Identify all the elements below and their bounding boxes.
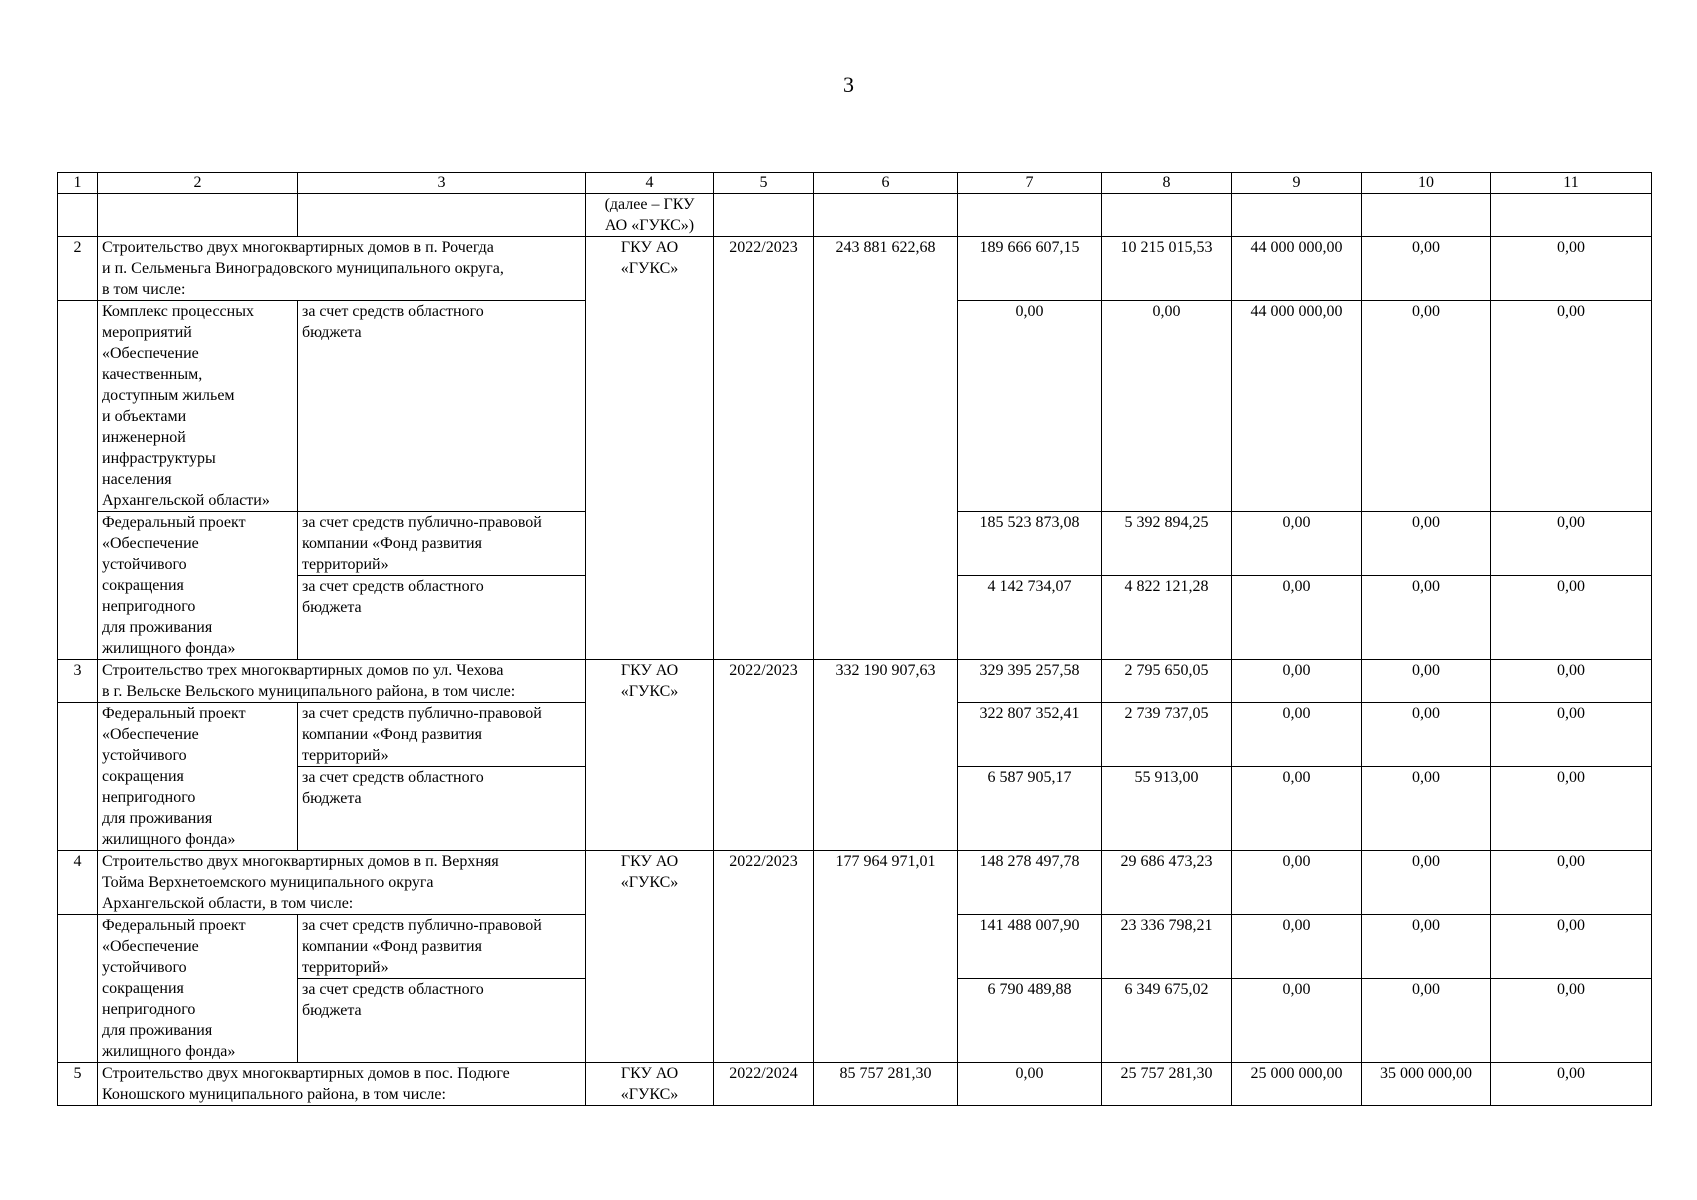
org-continuation-line: АО «ГУКС») — [604, 217, 695, 234]
amount-cell: 329 395 257,58 — [958, 660, 1102, 703]
executor-line: «ГУКС» — [620, 683, 679, 700]
project-name-line: «Обеспечение — [102, 938, 199, 955]
amount-cell: 25 757 281,30 — [1102, 1063, 1232, 1106]
period: 2022/2024 — [714, 1063, 814, 1106]
empty-cell — [814, 194, 958, 237]
object-title-line: Строительство трех многоквартирных домов по ул. Чехова — [102, 662, 504, 679]
empty-cell — [58, 703, 98, 851]
funding-source-line: за счет средств областного — [302, 769, 484, 786]
amount-cell: 0,00 — [1232, 576, 1362, 660]
header-cell: 5 — [714, 173, 814, 194]
header-cell: 10 — [1362, 173, 1491, 194]
funding-source — [298, 576, 586, 660]
amount-cell: 0,00 — [1232, 915, 1362, 979]
amount-cell: 35 000 000,00 — [1362, 1063, 1491, 1106]
project-name-line: «Обеспечение — [102, 535, 199, 552]
executor-line: ГКУ АО — [620, 853, 679, 870]
amount-cell: 185 523 873,08 — [958, 512, 1102, 576]
amount-cell: 5 392 894,25 — [1102, 512, 1232, 576]
executor-line: ГКУ АО — [620, 239, 679, 256]
executor-line: ГКУ АО — [620, 1065, 679, 1082]
object-title — [98, 1063, 586, 1106]
funding-source — [298, 512, 586, 576]
object-title — [98, 851, 586, 915]
executor — [586, 851, 714, 1063]
amount-cell: 0,00 — [1232, 660, 1362, 703]
header-cell: 3 — [298, 173, 586, 194]
amount-cell: 29 686 473,23 — [1102, 851, 1232, 915]
funding-source — [298, 301, 586, 512]
project-name-line: сокращения — [102, 577, 184, 594]
amount-cell: 0,00 — [1491, 512, 1652, 576]
project-name-line: Федеральный проект — [102, 705, 246, 722]
object-title-line: и п. Сельменьга Виноградовского муниципального округа, — [102, 260, 504, 277]
amount-cell: 0,00 — [1491, 301, 1652, 512]
amount-cell: 44 000 000,00 — [1232, 237, 1362, 301]
amount-cell: 0,00 — [1232, 979, 1362, 1063]
funding-source-line: бюджета — [302, 324, 362, 341]
org-continuation-line: (далее – ГКУ — [604, 196, 695, 213]
amount-cell: 55 913,00 — [1102, 767, 1232, 851]
object-title-line: Архангельской области, в том числе: — [102, 895, 354, 912]
total-cost: 332 190 907,63 — [814, 660, 958, 851]
amount-cell: 6 790 489,88 — [958, 979, 1102, 1063]
project-name-line: «Обеспечение — [102, 345, 199, 362]
executor — [586, 237, 714, 660]
empty-cell — [1362, 194, 1491, 237]
object-number: 2 — [58, 237, 98, 301]
amount-cell: 44 000 000,00 — [1232, 301, 1362, 512]
amount-cell: 189 666 607,15 — [958, 237, 1102, 301]
amount-cell: 0,00 — [1362, 703, 1491, 767]
amount-cell: 25 000 000,00 — [1232, 1063, 1362, 1106]
total-cost: 177 964 971,01 — [814, 851, 958, 1063]
object-row — [58, 237, 1652, 301]
amount-cell: 322 807 352,41 — [958, 703, 1102, 767]
project-name-line: устойчивого — [102, 747, 187, 764]
project-name — [98, 703, 298, 851]
executor-line: ГКУ АО — [620, 662, 679, 679]
funding-source-line: компании «Фонд развития — [302, 938, 482, 955]
funding-source-line: территорий» — [302, 959, 389, 976]
object-row — [58, 660, 1652, 703]
empty-cell — [1491, 194, 1652, 237]
header-cell: 4 — [586, 173, 714, 194]
amount-cell: 0,00 — [1362, 851, 1491, 915]
executor — [586, 660, 714, 851]
funding-source-line: за счет средств областного — [302, 981, 484, 998]
funding-source-line: компании «Фонд развития — [302, 726, 482, 743]
funding-source — [298, 767, 586, 851]
period: 2022/2023 — [714, 660, 814, 851]
empty-cell — [714, 194, 814, 237]
amount-cell: 4 822 121,28 — [1102, 576, 1232, 660]
header-cell: 11 — [1491, 173, 1652, 194]
empty-cell — [58, 194, 98, 237]
object-title-line: Тойма Верхнетоемского муниципального округа — [102, 874, 434, 891]
amount-cell: 0,00 — [1491, 1063, 1652, 1106]
object-title-line: Строительство двух многоквартирных домов в п. Верхняя — [102, 853, 499, 870]
amount-cell: 0,00 — [1362, 576, 1491, 660]
object-number: 4 — [58, 851, 98, 915]
amount-cell: 10 215 015,53 — [1102, 237, 1232, 301]
funding-source-line: за счет средств областного — [302, 578, 484, 595]
project-name-line: сокращения — [102, 768, 184, 785]
project-name — [98, 301, 298, 512]
budget-table — [57, 172, 1652, 1106]
project-name-line: для проживания — [102, 810, 213, 827]
executor-line: «ГУКС» — [620, 260, 679, 277]
executor — [586, 1063, 714, 1106]
empty-cell — [1102, 194, 1232, 237]
amount-cell: 2 795 650,05 — [1102, 660, 1232, 703]
empty-cell — [58, 301, 98, 660]
header-cell: 2 — [98, 173, 298, 194]
funding-source-line: компании «Фонд развития — [302, 535, 482, 552]
project-name-line: «Обеспечение — [102, 726, 199, 743]
object-title-line: Строительство двух многоквартирных домов в пос. Подюге — [102, 1065, 510, 1082]
amount-cell: 0,00 — [1362, 915, 1491, 979]
funding-source-line: территорий» — [302, 556, 389, 573]
funding-source-line: бюджета — [302, 599, 362, 616]
amount-cell: 6 587 905,17 — [958, 767, 1102, 851]
executor-line: «ГУКС» — [620, 1086, 679, 1103]
funding-source-line: бюджета — [302, 790, 362, 807]
continuation-row — [58, 194, 1652, 237]
amount-cell: 0,00 — [1491, 851, 1652, 915]
amount-cell: 0,00 — [1232, 851, 1362, 915]
object-title-line: в том числе: — [102, 281, 186, 298]
funding-source-line: за счет средств областного — [302, 303, 484, 320]
object-row — [58, 851, 1652, 915]
amount-cell: 0,00 — [1491, 660, 1652, 703]
header-cell: 1 — [58, 173, 98, 194]
empty-cell — [98, 194, 298, 237]
project-name — [98, 512, 298, 660]
project-name-line: качественным, — [102, 366, 203, 383]
object-title-line: в г. Вельске Вельского муниципального района, в том числе: — [102, 683, 516, 700]
project-name-line: для проживания — [102, 619, 213, 636]
amount-cell: 0,00 — [1102, 301, 1232, 512]
funding-source-line: за счет средств публично-правовой — [302, 514, 542, 531]
amount-cell: 2 739 737,05 — [1102, 703, 1232, 767]
object-row — [58, 1063, 1652, 1106]
project-name-line: жилищного фонда» — [102, 640, 236, 657]
project-name-line: инфраструктуры — [102, 450, 216, 467]
header-cell: 6 — [814, 173, 958, 194]
amount-cell: 0,00 — [1491, 979, 1652, 1063]
funding-source-line: за счет средств публично-правовой — [302, 705, 542, 722]
project-name-line: Федеральный проект — [102, 514, 246, 531]
period: 2022/2023 — [714, 237, 814, 660]
amount-cell: 0,00 — [958, 301, 1102, 512]
amount-cell: 0,00 — [1232, 767, 1362, 851]
amount-cell: 0,00 — [1362, 979, 1491, 1063]
funding-source — [298, 915, 586, 979]
project-name-line: мероприятий — [102, 324, 192, 341]
page-number: 3 — [843, 72, 854, 97]
project-name-line: непригодного — [102, 1001, 196, 1018]
header-row — [58, 173, 1652, 194]
amount-cell: 4 142 734,07 — [958, 576, 1102, 660]
object-title-line: Коношского муниципального района, в том числе: — [102, 1086, 446, 1103]
project-name-line: населения — [102, 471, 172, 488]
amount-cell: 0,00 — [958, 1063, 1102, 1106]
total-cost: 243 881 622,68 — [814, 237, 958, 660]
project-name-line: сокращения — [102, 980, 184, 997]
header-cell: 8 — [1102, 173, 1232, 194]
object-title — [98, 660, 586, 703]
project-name — [98, 915, 298, 1063]
project-name-line: непригодного — [102, 789, 196, 806]
project-name-line: жилищного фонда» — [102, 1043, 236, 1060]
project-name-line: Федеральный проект — [102, 917, 246, 934]
empty-cell — [1232, 194, 1362, 237]
amount-cell: 0,00 — [1362, 301, 1491, 512]
amount-cell: 0,00 — [1232, 512, 1362, 576]
funding-source-line: за счет средств публично-правовой — [302, 917, 542, 934]
org-continuation — [586, 194, 714, 237]
amount-cell: 0,00 — [1491, 915, 1652, 979]
amount-cell: 0,00 — [1362, 237, 1491, 301]
amount-cell: 0,00 — [1362, 660, 1491, 703]
funding-source — [298, 703, 586, 767]
funding-source — [298, 979, 586, 1063]
period: 2022/2023 — [714, 851, 814, 1063]
project-name-line: Архангельской области» — [102, 492, 270, 509]
project-name-line: Комплекс процессных — [102, 303, 254, 320]
executor-line: «ГУКС» — [620, 874, 679, 891]
amount-cell: 0,00 — [1232, 703, 1362, 767]
project-name-line: и объектами — [102, 408, 187, 425]
project-name-line: устойчивого — [102, 959, 187, 976]
funding-source-line: территорий» — [302, 747, 389, 764]
project-name-line: доступным жильем — [102, 387, 235, 404]
project-name-line: для проживания — [102, 1022, 213, 1039]
header-cell: 7 — [958, 173, 1102, 194]
empty-cell — [958, 194, 1102, 237]
object-title — [98, 237, 586, 301]
object-number: 5 — [58, 1063, 98, 1106]
amount-cell: 0,00 — [1491, 703, 1652, 767]
amount-cell: 0,00 — [1491, 767, 1652, 851]
amount-cell: 0,00 — [1491, 237, 1652, 301]
header-cell: 9 — [1232, 173, 1362, 194]
funding-source-line: бюджета — [302, 1002, 362, 1019]
project-name-line: жилищного фонда» — [102, 831, 236, 848]
object-number: 3 — [58, 660, 98, 703]
amount-cell: 0,00 — [1362, 512, 1491, 576]
empty-cell — [298, 194, 586, 237]
object-title-line: Строительство двух многоквартирных домов в п. Рочегда — [102, 239, 494, 256]
empty-cell — [58, 915, 98, 1063]
project-name-line: устойчивого — [102, 556, 187, 573]
amount-cell: 141 488 007,90 — [958, 915, 1102, 979]
amount-cell: 148 278 497,78 — [958, 851, 1102, 915]
project-name-line: непригодного — [102, 598, 196, 615]
amount-cell: 23 336 798,21 — [1102, 915, 1232, 979]
amount-cell: 0,00 — [1491, 576, 1652, 660]
amount-cell: 6 349 675,02 — [1102, 979, 1232, 1063]
amount-cell: 0,00 — [1362, 767, 1491, 851]
total-cost: 85 757 281,30 — [814, 1063, 958, 1106]
project-name-line: инженерной — [102, 429, 186, 446]
